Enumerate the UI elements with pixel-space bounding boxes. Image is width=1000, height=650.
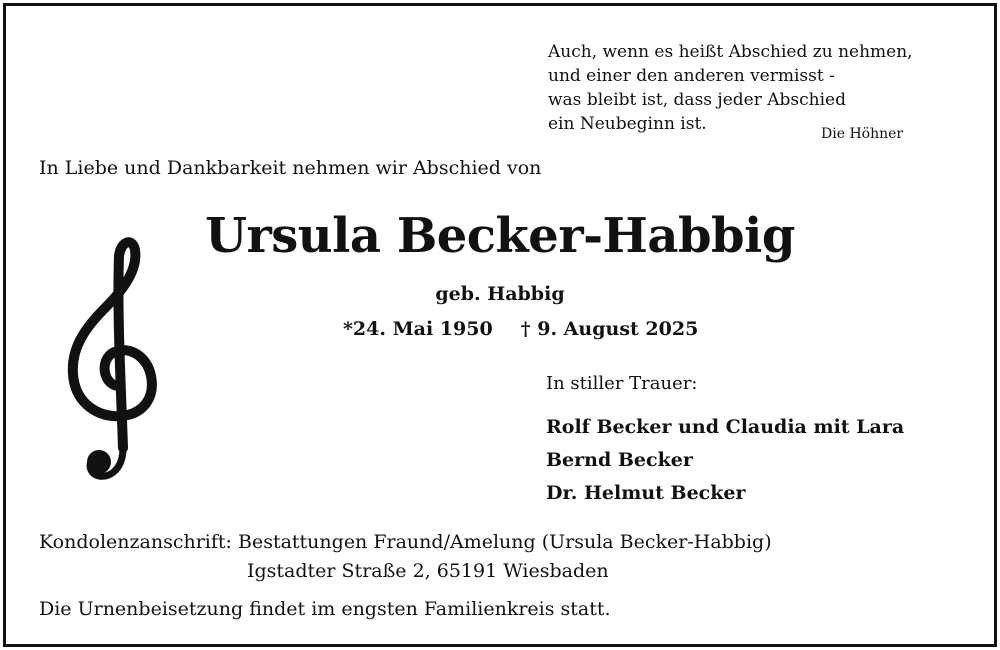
poem-line: und einer den anderen vermisst - (548, 66, 835, 86)
condolence-street: Igstadter Straße 2, 65191 Wiesbaden (247, 560, 609, 582)
condolence-address (39, 528, 772, 586)
poem-author: Die Höhner (821, 126, 904, 142)
poem (548, 40, 913, 136)
mourner-name: Bernd Becker (546, 449, 693, 471)
intro-text: In Liebe und Dankbarkeit nehmen wir Abschied von (39, 157, 542, 179)
obituary-notice (3, 3, 997, 647)
poem-line: was bleibt ist, dass jeder Abschied (548, 90, 846, 110)
death-date: † 9. August 2025 (520, 318, 699, 340)
mourning-label: In stiller Trauer: (546, 373, 698, 394)
poem-line: Auch, wenn es heißt Abschied zu nehmen, (548, 42, 913, 62)
mourner-name: Rolf Becker und Claudia mit Lara (546, 416, 905, 438)
mourners-list (546, 411, 904, 510)
birth-name: geb. Habbig (435, 283, 565, 305)
birth-date: *24. Mai 1950 (343, 318, 493, 340)
life-dates (343, 318, 698, 340)
condolence-line: Kondolenzanschrift: Bestattungen Fraund/Amelung (Ursula Becker-Habbig) (39, 531, 772, 553)
treble-clef-icon (61, 236, 161, 486)
deceased-name: Ursula Becker-Habbig (205, 208, 795, 264)
closing-note: Die Urnenbeisetzung findet im engsten Familienkreis statt. (39, 598, 611, 620)
poem-line: ein Neubeginn ist. (548, 114, 707, 134)
mourner-name: Dr. Helmut Becker (546, 482, 746, 504)
